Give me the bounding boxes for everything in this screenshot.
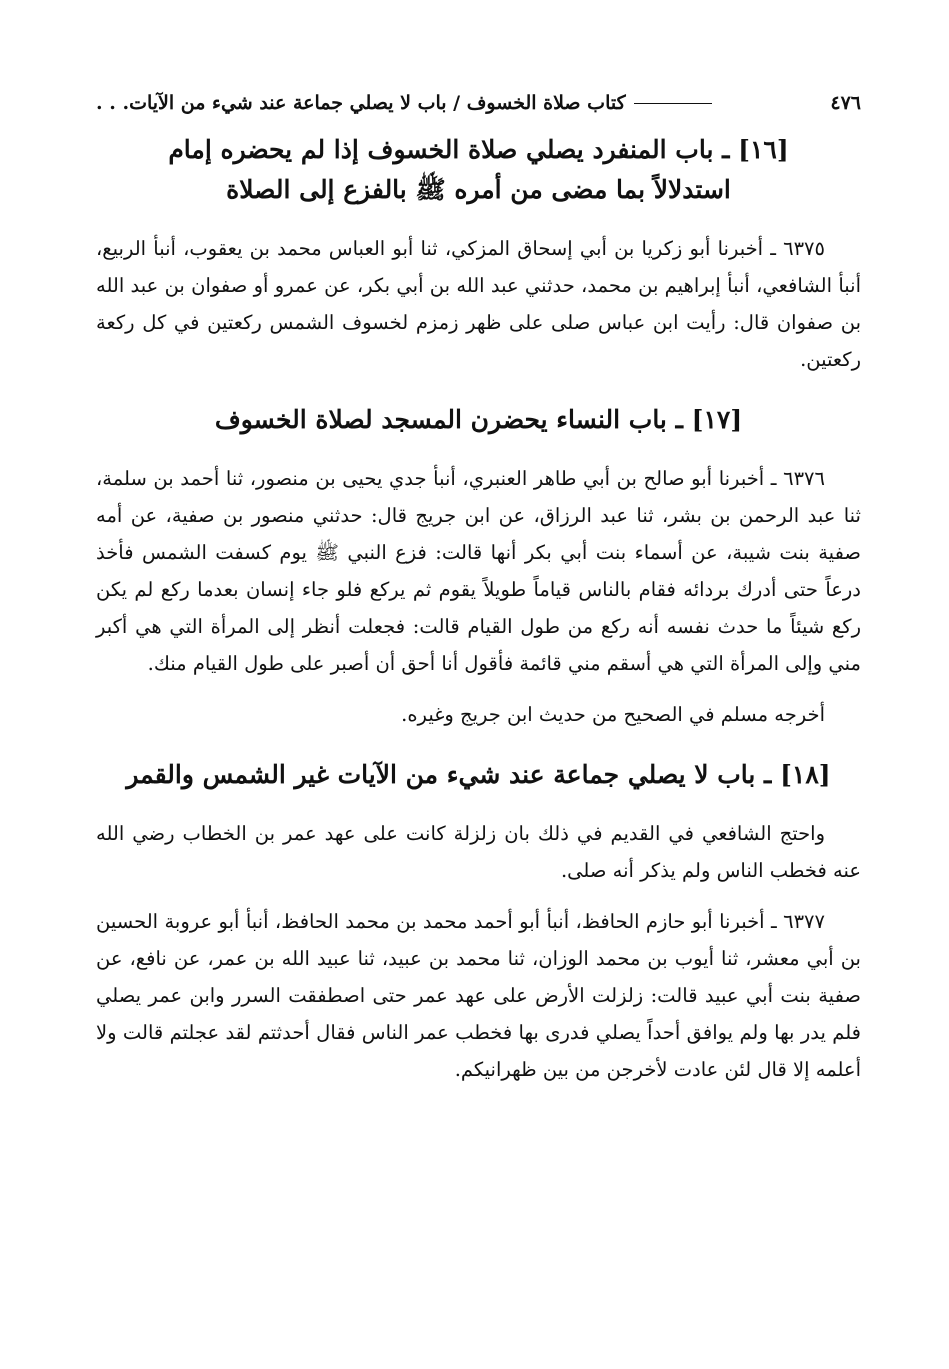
header-rule <box>634 103 712 104</box>
running-title: كتاب صلاة الخسوف / باب لا يصلي جماعة عند شيء من الآيات. . . <box>96 92 626 114</box>
running-head <box>96 88 861 118</box>
running-title-group <box>96 92 720 114</box>
chapter-title-line: [١٦] ـ باب المنفرد يصلي صلاة الخسوف إذا لم يحضره إمام <box>168 135 789 164</box>
chapter-title-line: استدلالاً بما مضى من أمره ﷺ بالفزع إلى الصلاة <box>226 175 731 204</box>
chapter-title-line: [١٧] ـ باب النساء يحضرن المسجد لصلاة الخسوف <box>214 405 743 434</box>
chapter-title-line: [١٨] ـ باب لا يصلي جماعة عند شيء من الآيات غير الشمس والقمر <box>126 760 831 789</box>
chapter-title-16 <box>96 130 861 210</box>
chapter-title-18 <box>96 755 861 795</box>
hadith-6375: ٦٣٧٥ ـ أخبرنا أبو زكريا بن أبي إسحاق المزكي، ثنا أبو العباس محمد بن يعقوب، أنبأ الربيع، أنبأ الشافعي، أنبأ إبراهيم بن محمد، حدثني عبد الله بن أبي بكر، عن عمرو أو صفوان بن عبد الله بن صفوان قال: رأيت ابن عباس صلى على ظهر زمزم لخسوف الشمس ركعتين في كل ركعة ركعتين. <box>96 237 861 371</box>
page-number: ٤٧٦ <box>830 92 861 114</box>
takhrij-note: أخرجه مسلم في الصحيح من حديث ابن جريج وغيره. <box>401 703 825 726</box>
chapter-title-17 <box>96 400 861 440</box>
shafii-argument: واحتج الشافعي في القديم في ذلك بان زلزلة كانت على عهد عمر بن الخطاب رضي الله عنه فخطب الناس ولم يذكر أنه صلى. <box>96 822 861 882</box>
hadith-6377: ٦٣٧٧ ـ أخبرنا أبو حازم الحافظ، أنبأ أبو أحمد محمد بن محمد الحافظ، أنبأ أبو عروبة الحسين بن أبي معشر، ثنا أيوب بن محمد الوزان، ثنا محمد بن عبيد، ثنا عبيد الله بن عمر، عن نافع، عن صفية بنت أبي عبيد قالت: زلزلت الأرض على عهد عمر حتى اصطفقت السرر وابن عمر يصلي فلم يدر بها ولم يوافق أحداً يصلي فدرى بها فخطب عمر الناس فقال أحدثتم لقد عجلتم قالت ولا أعلمه إلا قال لئن عادت لأخرجن من بين ظهرانيكم. <box>96 910 861 1081</box>
hadith-6376: ٦٣٧٦ ـ أخبرنا أبو صالح بن أبي طاهر العنبري، أنبأ جدي يحيى بن منصور، ثنا أحمد بن سلمة، ثنا عبد الرحمن بن بشر، ثنا عبد الرزاق، عن ابن جريج قال: حدثني منصور بن صفية، عن أمه صفية بنت شيبة، عن أسماء بنت أبي بكر أنها قالت: فزع النبي ﷺ يوم كسفت الشمس فأخذ درعاً حتى أدرك بردائه فقام بالناس قياماً طويلاً يقوم ثم يركع فلو جاء إنسان بعدما ركع لم يكن ركع شيئاً ما حدث نفسه أنه ركع من طول القيام قالت: فجعلت أنظر إلى المرأة التي هي أكبر مني وإلى المرأة التي هي أسقم مني قائمة فأقول أنا أحق أن أصبر على طول القيام منك. <box>96 467 861 675</box>
